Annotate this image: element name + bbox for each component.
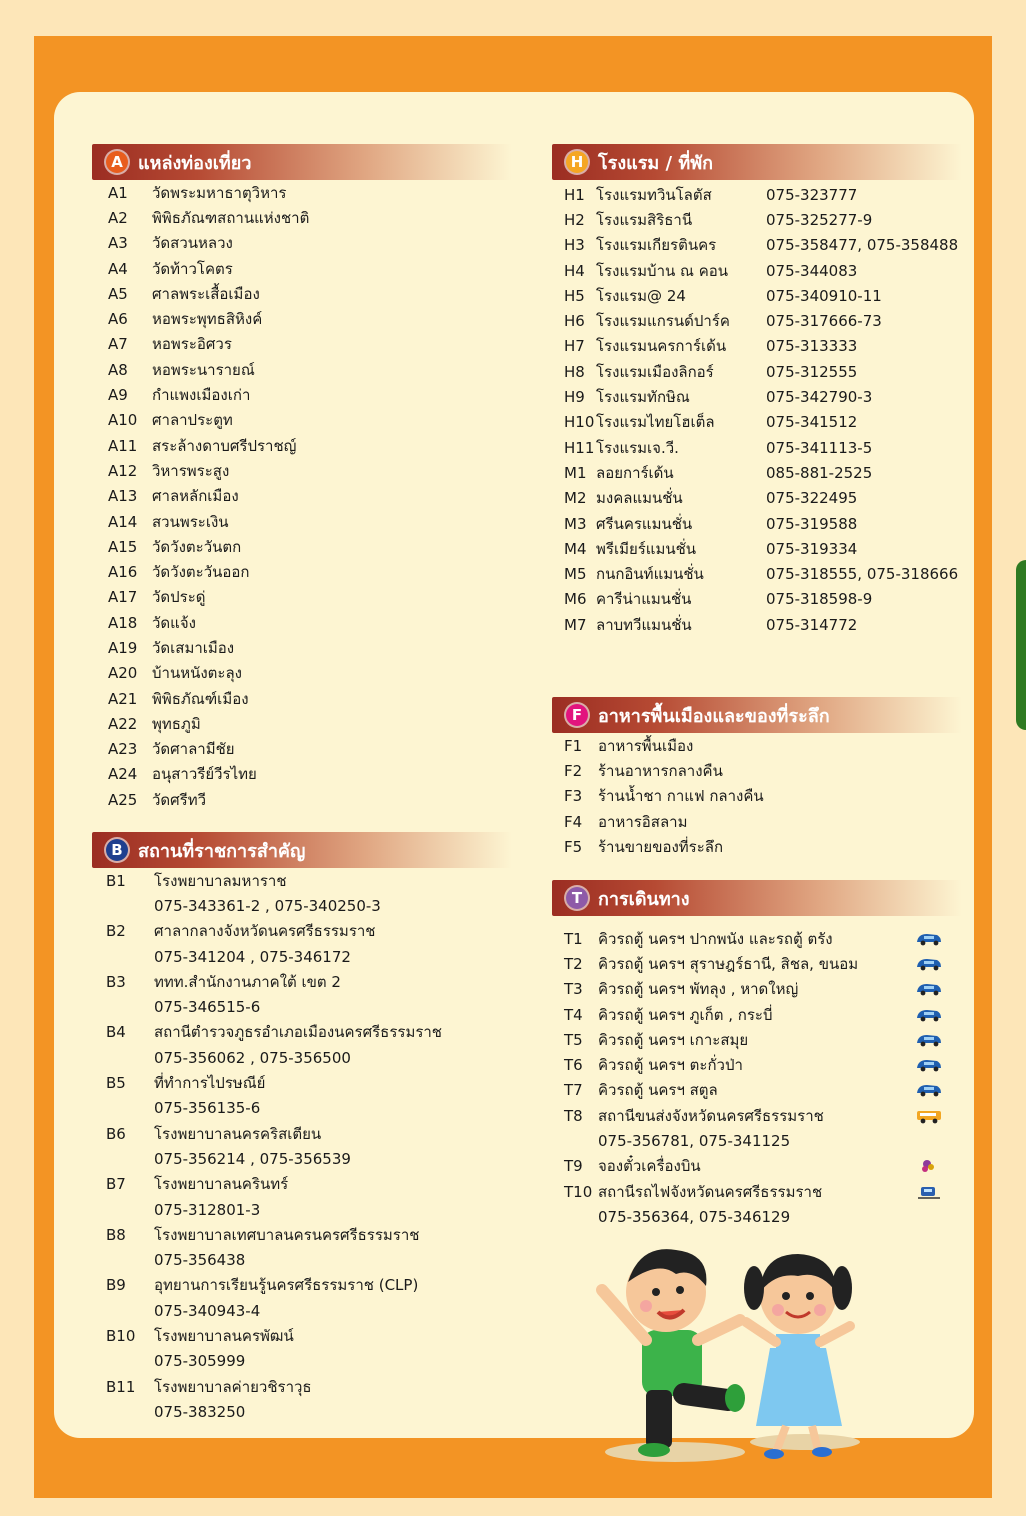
girl-figure	[744, 1254, 852, 1459]
item-phone: 075-356364, 075-346129	[598, 1207, 791, 1226]
item-name: วัดวังตะวันตก	[152, 537, 242, 556]
item-name: หอพระอิศวร	[152, 335, 232, 354]
item-code: M5	[564, 565, 587, 584]
item-name: สวนพระเงิน	[152, 512, 229, 531]
item-code: H6	[564, 312, 585, 331]
item-name: โรงพยาบาลมหาราช	[154, 871, 287, 890]
item-code: H4	[564, 261, 585, 280]
list-item	[92, 458, 512, 483]
section-header	[92, 144, 512, 180]
van-icon	[914, 931, 944, 947]
bus-icon	[914, 1108, 944, 1124]
item-code: T2	[564, 954, 583, 973]
list-item	[552, 384, 962, 409]
item-name: วัดเสมาเมือง	[152, 638, 235, 657]
list-item	[92, 534, 512, 559]
list-item	[552, 1027, 962, 1052]
section-transport	[552, 880, 962, 1230]
section-header	[552, 880, 962, 916]
item-name: คิวรถตู้ นครฯ สตูล	[598, 1081, 718, 1100]
item-name: คิวรถตู้ นครฯ พัทลุง , หาดใหญ่	[598, 980, 799, 999]
item-code: T7	[564, 1081, 583, 1100]
list-item	[92, 868, 512, 893]
item-code: A9	[108, 386, 128, 405]
item-name: โรงแรมทักษิณ	[596, 388, 690, 407]
item-code: A13	[108, 487, 138, 506]
list-item	[552, 612, 962, 637]
item-name: สถานีรถไฟจังหวัดนครศรีธรรมราช	[598, 1182, 823, 1201]
list-item	[552, 733, 962, 758]
item-phone: 075-318555, 075-318666	[766, 565, 959, 584]
item-phone: 075-346515-6	[154, 998, 261, 1017]
list-item	[552, 308, 962, 333]
item-phone: 075-312801-3	[154, 1200, 261, 1219]
item-phone: 075-340943-4	[154, 1301, 261, 1320]
item-name: พรีเมียร์แมนชั่น	[596, 539, 697, 558]
item-name: วัดประดู่	[152, 588, 206, 607]
section-hotels	[552, 144, 962, 637]
list-item	[92, 1121, 512, 1146]
item-code: A4	[108, 259, 128, 278]
section-title: โรงแรม / ที่พัก	[598, 152, 713, 174]
item-phone: 075-341113-5	[766, 438, 873, 457]
item-name: คิวรถตู้ นครฯ ภูเก็ต , กระบี่	[598, 1005, 773, 1024]
item-name: สถานีขนส่งจังหวัดนครศรีธรรมราช	[598, 1106, 824, 1125]
item-phone: 075-322495	[766, 489, 858, 508]
section-government	[92, 832, 512, 1425]
item-phone: 075-344083	[766, 261, 858, 280]
list-item	[552, 435, 962, 460]
item-code: T3	[564, 980, 583, 999]
item-name: อนุสาวรีย์วีรไทย	[152, 765, 257, 784]
item-code: B8	[106, 1225, 126, 1244]
list-item	[552, 1103, 962, 1128]
item-name: คิวรถตู้ นครฯ ตะกั่วป่า	[598, 1056, 743, 1075]
item-code: H10	[564, 413, 595, 432]
item-name: วัดศรีทวี	[152, 790, 207, 809]
list-item	[92, 509, 512, 534]
item-phone: 075-317666-73	[766, 312, 882, 331]
item-name: ร้านน้ำชา กาแฟ กลางคืน	[598, 787, 764, 806]
list-item	[552, 1002, 962, 1027]
section-attractions	[92, 144, 512, 812]
item-phone: 075-319588	[766, 514, 858, 533]
list-item	[552, 460, 962, 485]
list-item	[552, 834, 962, 859]
item-phone: 075-313333	[766, 337, 858, 356]
list-item	[92, 610, 512, 635]
item-code: A24	[108, 765, 138, 784]
item-name: ศาลหลักเมือง	[152, 487, 239, 506]
section-title: สถานที่ราชการสำคัญ	[138, 840, 306, 862]
list-item	[92, 1070, 512, 1095]
item-name: วัดศาลามีชัย	[152, 740, 235, 759]
item-code: F1	[564, 736, 583, 755]
train-icon	[914, 1184, 944, 1200]
item-code: F2	[564, 761, 583, 780]
van-icon	[914, 981, 944, 997]
item-name: สถานีตำรวจภูธรอำเภอเมืองนครศรีธรรมราช	[154, 1023, 442, 1042]
item-name: โรงพยาบาลเทศบาลนครนครศรีธรรมราช	[154, 1225, 420, 1244]
list-item	[92, 686, 512, 711]
item-name: โรงแรมทวินโลตัส	[596, 185, 712, 204]
item-name: วิหารพระสูง	[152, 461, 230, 480]
item-phone: 075-325277-9	[766, 210, 873, 229]
van-icon	[914, 1007, 944, 1023]
item-name: โรงแรมสิริธานี	[596, 210, 693, 229]
item-code: H3	[564, 236, 585, 255]
item-code: A3	[108, 234, 128, 253]
item-code: A2	[108, 208, 128, 227]
item-name: มงคลแมนชั่น	[596, 489, 683, 508]
list-item	[552, 587, 962, 612]
list-item	[92, 1273, 512, 1298]
boy-figure	[602, 1249, 745, 1457]
item-name: หอพระนารายณ์	[152, 360, 255, 379]
item-code: B11	[106, 1377, 136, 1396]
list-item	[552, 784, 962, 809]
item-name: สระล้างดาบศรีปราชญ์	[152, 436, 297, 455]
list-item	[92, 1222, 512, 1247]
section-badge: F	[566, 704, 588, 726]
van-icon	[914, 956, 944, 972]
item-phone: 075-323777	[766, 185, 858, 204]
item-code: A18	[108, 613, 138, 632]
item-code: T4	[564, 1005, 583, 1024]
item-code: A7	[108, 335, 128, 354]
list-item	[552, 359, 962, 384]
item-code: M6	[564, 590, 587, 609]
list-item	[552, 809, 962, 834]
list-item	[92, 205, 512, 230]
list-item	[552, 951, 962, 976]
list-item	[552, 334, 962, 359]
item-phone: 075-340910-11	[766, 286, 882, 305]
item-name: โรงแรมบ้าน ณ คอน	[596, 261, 728, 280]
item-name: คิวรถตู้ นครฯ เกาะสมุย	[598, 1030, 749, 1049]
item-code: M7	[564, 615, 587, 634]
section-badge: T	[566, 887, 588, 909]
item-code: M1	[564, 463, 587, 482]
item-code: A22	[108, 714, 138, 733]
item-name: อาหารพื้นเมือง	[598, 736, 694, 755]
item-name: โรงพยาบาลนครินทร์	[154, 1175, 289, 1194]
airline-logo-icon	[914, 1158, 944, 1174]
list-item	[92, 969, 512, 994]
section-food	[552, 697, 962, 859]
food-list	[552, 733, 962, 859]
item-code: A1	[108, 183, 128, 202]
item-code: T5	[564, 1030, 583, 1049]
item-code: A14	[108, 512, 138, 531]
item-name: วัดแจ้ง	[152, 613, 196, 632]
attractions-list	[92, 180, 512, 812]
list-item	[92, 661, 512, 686]
item-code: A5	[108, 284, 128, 303]
item-name: บ้านหนังตะลุง	[152, 664, 242, 683]
kids-illustration	[580, 1230, 880, 1470]
item-code: H1	[564, 185, 585, 204]
item-code: T8	[564, 1106, 583, 1125]
item-code: H9	[564, 388, 585, 407]
list-item	[552, 561, 962, 586]
section-header	[552, 697, 962, 733]
list-item	[552, 283, 962, 308]
item-code: B2	[106, 922, 126, 941]
list-item	[552, 926, 962, 951]
list-item	[552, 233, 962, 258]
item-code: A19	[108, 638, 138, 657]
item-phone: 075-383250	[154, 1402, 246, 1421]
item-name: ศาลาประตูท	[152, 411, 233, 430]
item-code: B4	[106, 1023, 126, 1042]
list-item	[552, 486, 962, 511]
list-item	[552, 977, 962, 1002]
item-code: T9	[564, 1157, 583, 1176]
transport-list	[552, 926, 962, 1230]
item-code: H2	[564, 210, 585, 229]
item-phone: 075-341512	[766, 413, 858, 432]
item-code: A20	[108, 664, 138, 683]
item-phone: 075-305999	[154, 1352, 246, 1371]
section-badge: H	[566, 151, 588, 173]
item-name: พุทธภูมิ	[152, 714, 201, 733]
item-code: M4	[564, 539, 587, 558]
item-code: H11	[564, 438, 595, 457]
list-item	[92, 585, 512, 610]
item-name: จองตั๋วเครื่องบิน	[598, 1157, 701, 1176]
item-code: T10	[564, 1182, 593, 1201]
item-code: T6	[564, 1056, 583, 1075]
item-code: A6	[108, 310, 128, 329]
item-code: A10	[108, 411, 138, 430]
section-badge: B	[106, 839, 128, 861]
item-name: โรงแรมนครการ์เด้น	[596, 337, 727, 356]
green-leaf-edge	[1016, 560, 1026, 730]
item-phone: 075-341204 , 075-346172	[154, 947, 351, 966]
government-list	[92, 868, 512, 1425]
item-name: คิวรถตู้ นครฯ ปากพนัง และรถตู้ ตรัง	[598, 929, 833, 948]
item-name: คิวรถตู้ นครฯ สุราษฎร์ธานี, สิชล, ขนอม	[598, 954, 859, 973]
item-phone: 075-343361-2 , 075-340250-3	[154, 896, 381, 915]
list-item	[552, 1179, 962, 1204]
item-code: A16	[108, 563, 138, 582]
item-code: B3	[106, 972, 126, 991]
item-phone: 075-312555	[766, 362, 858, 381]
item-code: M3	[564, 514, 587, 533]
list-item	[92, 737, 512, 762]
item-phone: 075-318598-9	[766, 590, 873, 609]
list-item	[92, 1020, 512, 1045]
list-item	[92, 433, 512, 458]
item-name: ลาบทวีแมนชั่น	[596, 615, 692, 634]
item-name: คารีน่าแมนชั่น	[596, 590, 692, 609]
item-name: ร้านอาหารกลางคืน	[598, 761, 723, 780]
item-code: A15	[108, 537, 138, 556]
list-item	[552, 1154, 962, 1179]
item-code: B6	[106, 1124, 126, 1143]
list-item	[92, 281, 512, 306]
list-item	[92, 484, 512, 509]
list-item	[92, 357, 512, 382]
list-item	[92, 711, 512, 736]
item-name: วัดท้าวโคตร	[152, 259, 233, 278]
list-item	[552, 410, 962, 435]
item-name: พิพิธภัณฑ์เมือง	[152, 689, 249, 708]
list-item	[552, 511, 962, 536]
list-item	[92, 919, 512, 944]
item-code: F3	[564, 787, 583, 806]
list-item	[552, 758, 962, 783]
item-phone: 075-356781, 075-341125	[598, 1132, 791, 1151]
item-code: A12	[108, 461, 138, 480]
item-name: ศาลพระเสื้อเมือง	[152, 284, 260, 303]
item-name: กำแพงเมืองเก่า	[152, 386, 251, 405]
section-title: แหล่งท่องเที่ยว	[138, 152, 252, 174]
item-code: H5	[564, 286, 585, 305]
item-code: B9	[106, 1276, 126, 1295]
item-name: ศาลากลางจังหวัดนครศรีธรรมราช	[154, 922, 376, 941]
list-item	[92, 1323, 512, 1348]
item-name: ที่ทำการไปรษณีย์	[154, 1074, 266, 1093]
item-name: ร้านขายของที่ระลึก	[598, 837, 724, 856]
item-name: โรงพยาบาลค่ายวชิราวุธ	[154, 1377, 312, 1396]
item-name: อาหารอิสลาม	[598, 812, 688, 831]
hotels-list	[552, 182, 962, 637]
section-header	[92, 832, 512, 868]
item-name: ศรีนครแมนชั่น	[596, 514, 693, 533]
item-code: B7	[106, 1175, 126, 1194]
item-phone: 075-319334	[766, 539, 858, 558]
item-name: หอพระพุทธสิหิงค์	[152, 310, 263, 329]
item-phone: 075-358477, 075-358488	[766, 236, 959, 255]
van-icon	[914, 1082, 944, 1098]
item-code: B10	[106, 1326, 136, 1345]
list-item	[552, 182, 962, 207]
item-phone: 075-356214 , 075-356539	[154, 1149, 351, 1168]
item-code: A21	[108, 689, 138, 708]
item-name: ลอยการ์เด้น	[596, 463, 674, 482]
item-code: A11	[108, 436, 138, 455]
list-item	[92, 408, 512, 433]
item-code: F5	[564, 837, 583, 856]
item-code: A25	[108, 790, 138, 809]
list-item	[92, 180, 512, 205]
section-badge: A	[106, 151, 128, 173]
item-code: A8	[108, 360, 128, 379]
item-code: H7	[564, 337, 585, 356]
list-item	[92, 1374, 512, 1399]
item-name: ททท.สำนักงานภาคใต้ เขต 2	[154, 972, 341, 991]
item-name: โรงแรมเจ.วี.	[596, 438, 679, 457]
van-icon	[914, 1032, 944, 1048]
item-phone: 075-342790-3	[766, 388, 873, 407]
list-item	[552, 536, 962, 561]
list-item	[552, 258, 962, 283]
item-name: วัดวังตะวันออก	[152, 563, 250, 582]
list-item	[92, 559, 512, 584]
item-name: โรงแรมแกรนด์ปาร์ค	[596, 312, 730, 331]
section-header	[552, 144, 962, 180]
list-item	[552, 1052, 962, 1077]
item-code: T1	[564, 929, 583, 948]
list-item	[92, 382, 512, 407]
item-name: วัดสวนหลวง	[152, 234, 233, 253]
item-name: โรงแรมเมืองลิกอร์	[596, 362, 714, 381]
list-item	[92, 787, 512, 812]
list-item	[92, 1172, 512, 1197]
van-icon	[914, 1057, 944, 1073]
item-code: B5	[106, 1074, 126, 1093]
item-code: B1	[106, 871, 126, 890]
item-phone: 075-356062 , 075-356500	[154, 1048, 351, 1067]
item-phone: 075-356135-6	[154, 1099, 261, 1118]
item-phone: 075-356438	[154, 1251, 246, 1270]
item-code: M2	[564, 489, 587, 508]
section-title: อาหารพื้นเมืองและของที่ระลึก	[598, 705, 830, 727]
item-name: กนกอินท์แมนชั่น	[596, 565, 704, 584]
item-name: โรงแรมเกียรตินคร	[596, 236, 717, 255]
item-name: โรงแรม@ 24	[596, 286, 686, 305]
list-item	[92, 332, 512, 357]
list-item	[92, 256, 512, 281]
item-code: A17	[108, 588, 138, 607]
item-name: พิพิธภัณฑสถานแห่งชาติ	[152, 208, 310, 227]
list-item	[552, 1078, 962, 1103]
item-name: วัดพระมหาธาตุวิหาร	[152, 183, 287, 202]
item-code: H8	[564, 362, 585, 381]
list-item	[92, 762, 512, 787]
list-item	[552, 207, 962, 232]
item-phone: 075-314772	[766, 615, 858, 634]
item-name: โรงพยาบาลนครพัฒน์	[154, 1326, 294, 1345]
item-code: A23	[108, 740, 138, 759]
item-name: โรงพยาบาลนครคริสเตียน	[154, 1124, 322, 1143]
item-name: โรงแรมไทยโฮเต็ล	[596, 413, 715, 432]
item-code: F4	[564, 812, 583, 831]
item-phone: 085-881-2525	[766, 463, 873, 482]
list-item	[92, 635, 512, 660]
list-item	[92, 306, 512, 331]
section-title: การเดินทาง	[598, 888, 690, 910]
item-name: อุทยานการเรียนรู้นครศรีธรรมราช (CLP)	[154, 1276, 419, 1295]
list-item	[92, 231, 512, 256]
